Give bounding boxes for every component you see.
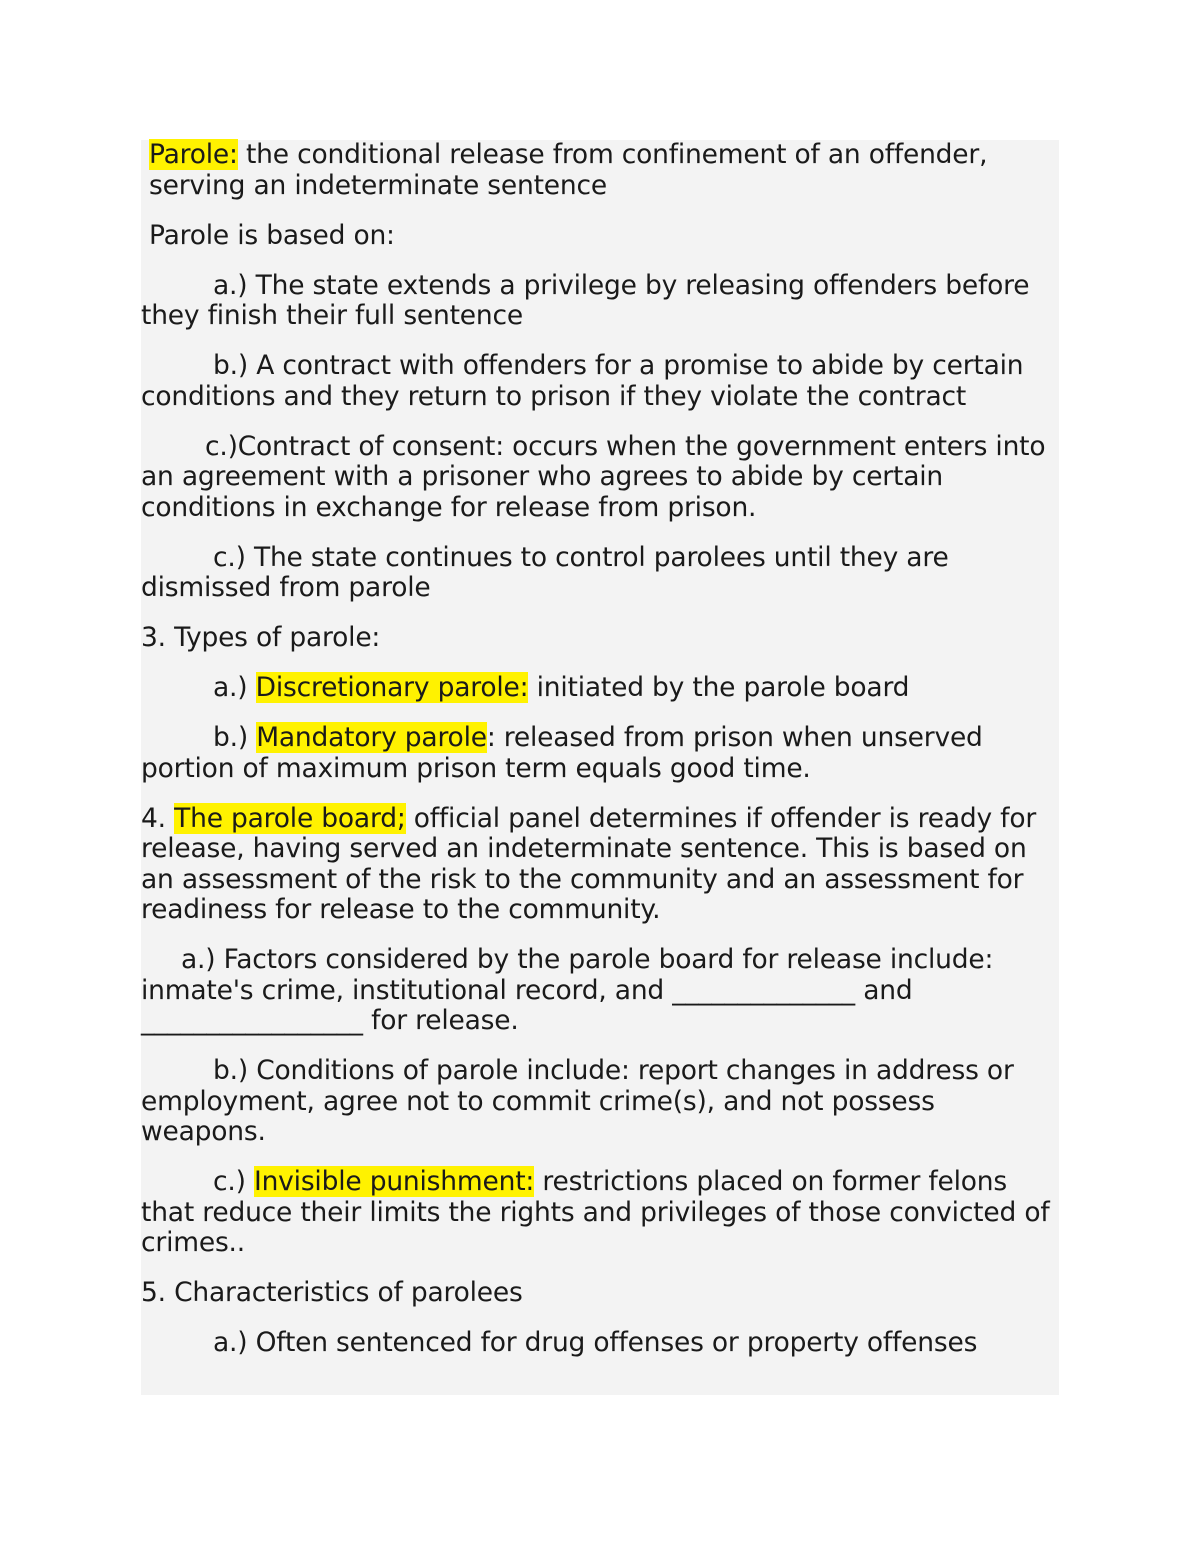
item-prefix: c.) <box>213 1166 254 1197</box>
item-text: : released from prison when unserved portion of maximum prison term equals good time. <box>141 722 983 784</box>
highlight-term-invisible-punishment: Invisible punishment: <box>253 1166 535 1197</box>
factors-text-2: and <box>854 974 913 1006</box>
based-on-item-a: a.) The state extends a privilege by releasing offenders before they finish their full sentence <box>141 269 1030 331</box>
item-text: restrictions placed on former felons that reduce their limits the rights and privileges of those convicted of crimes.. <box>141 1166 1050 1258</box>
based-on-item-b: b.) A contract with offenders for a promise to abide by certain conditions and they return to prison if they violate the contract <box>141 350 1024 412</box>
parole-definition-text: the conditional release from confinement of an offender, serving an indeterminate sentence <box>149 139 988 201</box>
item-text: initiated by the parole board <box>528 672 910 703</box>
fill-in-blank-1: ______________ <box>672 974 855 1006</box>
parole-definition <box>141 140 1059 201</box>
types-of-parole-heading: 3. Types of parole: <box>141 622 381 653</box>
types-item-mandatory <box>141 723 1059 784</box>
board-item-conditions: b.) Conditions of parole include: report changes in address or employment, agree not to commit crime(s), and not possess weapons. <box>141 1055 1014 1147</box>
characteristics-item-a: a.) Often sentenced for drug offenses or property offenses <box>213 1327 978 1358</box>
parole-board-paragraph <box>141 804 1059 926</box>
based-on-item-c-control: c.) The state continues to control parolees until they are dismissed from parole <box>141 541 949 603</box>
item-prefix: a.) <box>213 672 256 703</box>
factors-text-3: for release. <box>362 1005 519 1036</box>
item-text: official panel determines if offender is ready for release, having served an indeterminate sentence. This is based on an assessment of the risk to the community and an assessment for readiness for release to the community. <box>141 802 1037 925</box>
highlight-term-mandatory: Mandatory parole <box>256 722 487 753</box>
highlight-term-discretionary: Discretionary parole: <box>255 672 529 703</box>
document-body <box>141 140 1059 1378</box>
item-prefix: 4. <box>141 802 175 834</box>
highlight-term-parole-board: The parole board; <box>174 802 406 834</box>
board-item-factors <box>141 945 1059 1037</box>
item-prefix: b.) <box>213 722 257 753</box>
board-item-invisible-punishment <box>141 1167 1059 1259</box>
factors-text-1: a.) Factors considered by the parole board for release include: inmate's crime, institutional record, and <box>141 944 994 1006</box>
parole-based-on-heading: Parole is based on: <box>149 219 395 251</box>
types-item-discretionary <box>141 673 1059 704</box>
highlight-term-parole: Parole: <box>149 139 238 170</box>
based-on-item-c-consent: c.)Contract of consent: occurs when the government enters into an agreement with a prisoner who agrees to abide by certain conditions in exchange for release from prison. <box>141 430 1046 523</box>
characteristics-heading: 5. Characteristics of parolees <box>141 1277 523 1308</box>
fill-in-blank-2: _________________ <box>141 1005 363 1036</box>
